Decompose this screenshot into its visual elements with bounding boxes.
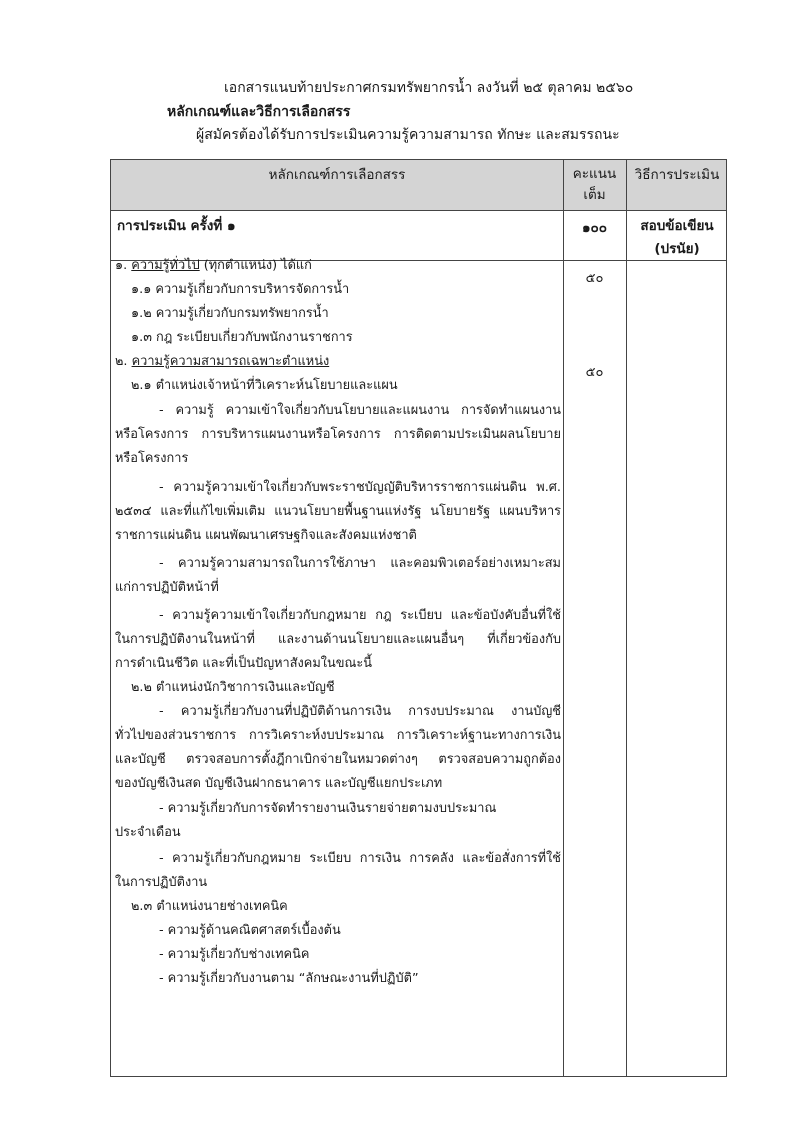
section1-score: ๕๐ bbox=[585, 271, 604, 286]
subsection-2-3-heading: ๒.๓ ตำแหน่งนายช่างเทคนิค bbox=[131, 899, 288, 914]
text-line: และบัญชี ตรวจสอบการตั้งฎีกาเบิกจ่ายในหมวดต่างๆ ตรวจสอบความถูกต้อง bbox=[115, 752, 561, 767]
column-header-criteria: หลักเกณฑ์การเลือกสรร bbox=[268, 167, 406, 183]
subsection-2-2-heading: ๒.๒ ตำแหน่งนักวิชาการเงินและบัญชี bbox=[131, 680, 335, 695]
criteria-heading: หลักเกณฑ์และวิธีการเลือกสรร bbox=[167, 104, 351, 120]
section1-prefix: ๑. bbox=[115, 258, 132, 273]
round1-method-line1: สอบข้อเขียน bbox=[640, 218, 714, 234]
text-line: - ความรู้เกี่ยวกับงานตาม “ลักษณะงานที่ปฏิบัติ” bbox=[159, 971, 419, 986]
text-line: - ความรู้ ความเข้าใจเกี่ยวกับนโยบายและแผนงาน การจัดทำแผนงาน bbox=[159, 403, 561, 418]
text-line: ทั่วไปของส่วนราชการ การวิเคราะห์งบประมาณ การวิเคราะห์ฐานะทางการเงิน bbox=[115, 728, 561, 743]
text-line: ในการปฏิบัติงานในหน้าที่ และงานด้านนโยบายและแผนอื่นๆ ที่เกี่ยวข้องกับ bbox=[115, 632, 561, 647]
text-line: ๒๕๓๔ และที่แก้ไขเพิ่มเติม แนวนโยบายพื้นฐานแห่งรัฐ นโยบายรัฐ แผนบริหาร bbox=[115, 504, 561, 519]
text-line: - ความรู้เกี่ยวกับการจัดทำรายงานเงินรายจ่ายตามงบประมาณ bbox=[159, 801, 497, 816]
section1-heading bbox=[115, 256, 312, 276]
round1-score: ๑๐๐ bbox=[581, 220, 608, 236]
text-line: หรือโครงการ bbox=[115, 451, 189, 466]
column-header-method: วิธีการประเมิน bbox=[634, 167, 720, 183]
section1-item: ๑.๑ ความรู้เกี่ยวกับการบริหารจัดการน้ำ bbox=[131, 282, 350, 297]
text-line: - ความรู้ความเข้าใจเกี่ยวกับกฎหมาย กฎ ระเบียบ และข้อบังคับอื่นที่ใช้ bbox=[159, 608, 561, 623]
text-line: - ความรู้ด้านคณิตศาสตร์เบื้องต้น bbox=[159, 923, 341, 938]
text-line: ในการปฏิบัติงาน bbox=[115, 875, 208, 890]
text-line: - ความรู้ความเข้าใจเกี่ยวกับพระราชบัญญัติบริหารราชการแผ่นดิน พ.ศ. bbox=[159, 480, 561, 495]
section2-score: ๕๐ bbox=[585, 365, 604, 380]
text-line: - ความรู้เกี่ยวกับกฎหมาย ระเบียบ การเงิน การคลัง และข้อสั่งการที่ใช้ bbox=[159, 851, 561, 866]
text-line: แก่การปฏิบัติหน้าที่ bbox=[115, 580, 219, 595]
column-header-score-line1: คะแนน bbox=[572, 166, 617, 182]
column-header-score-line2: เต็ม bbox=[583, 187, 606, 203]
column-divider bbox=[626, 160, 627, 1076]
text-line: ราชการแผ่นดิน แผนพัฒนาเศรษฐกิจและสังคมแห่งชาติ bbox=[115, 528, 417, 543]
text-line: - ความรู้เกี่ยวกับช่างเทคนิค bbox=[159, 947, 310, 962]
row-divider bbox=[111, 210, 726, 211]
round1-label: การประเมิน ครั้งที่ ๑ bbox=[117, 218, 236, 234]
section1-suffix: (ทุกตำแหน่ง) ได้แก่ bbox=[199, 258, 312, 273]
text-line: ของบัญชีเงินสด บัญชีเงินฝากธนาคาร และบัญชีแยกประเภท bbox=[115, 776, 443, 791]
round1-method-line2: (ปรนัย) bbox=[654, 241, 700, 257]
subheading: ผู้สมัครต้องได้รับการประเมินความรู้ความสามารถ ทักษะ และสมรรถนะ bbox=[196, 127, 620, 143]
text-line: - ความรู้เกี่ยวกับงานที่ปฏิบัติด้านการเงิน การงบประมาณ งานบัญชี bbox=[159, 704, 561, 719]
section1-item: ๑.๓ กฎ ระเบียบเกี่ยวกับพนักงานราชการ bbox=[131, 330, 353, 345]
section1-title: ความรู้ทั่วไป bbox=[131, 258, 200, 273]
section2-title: ความรู้ความสามารถเฉพาะตำแหน่ง bbox=[131, 354, 330, 369]
subsection-2-1-heading: ๒.๑ ตำแหน่งเจ้าหน้าที่วิเคราะห์นโยบายและแผน bbox=[131, 378, 398, 393]
text-line: ประจำเดือน bbox=[115, 825, 181, 840]
section2-prefix: ๒. bbox=[115, 354, 132, 369]
section2-heading bbox=[115, 352, 329, 372]
document-title: เอกสารแนบท้ายประกาศกรมทรัพยากรน้ำ ลงวันที่ ๒๕ ตุลาคม ๒๕๖๐ bbox=[224, 80, 634, 96]
text-line: การดำเนินชีวิต และที่เป็นปัญหาสังคมในขณะนี้ bbox=[115, 656, 373, 671]
text-line: หรือโครงการ การบริหารแผนงานหรือโครงการ การติดตามประเมินผลนโยบาย bbox=[115, 427, 561, 442]
column-header-score bbox=[563, 164, 626, 206]
round1-method bbox=[626, 215, 728, 261]
section1-item: ๑.๒ ความรู้เกี่ยวกับกรมทรัพยากรน้ำ bbox=[131, 306, 329, 321]
criteria-table bbox=[110, 159, 727, 1077]
text-line: - ความรู้ความสามารถในการใช้ภาษา และคอมพิวเตอร์อย่างเหมาะสม bbox=[159, 556, 561, 571]
column-divider bbox=[563, 160, 564, 1076]
